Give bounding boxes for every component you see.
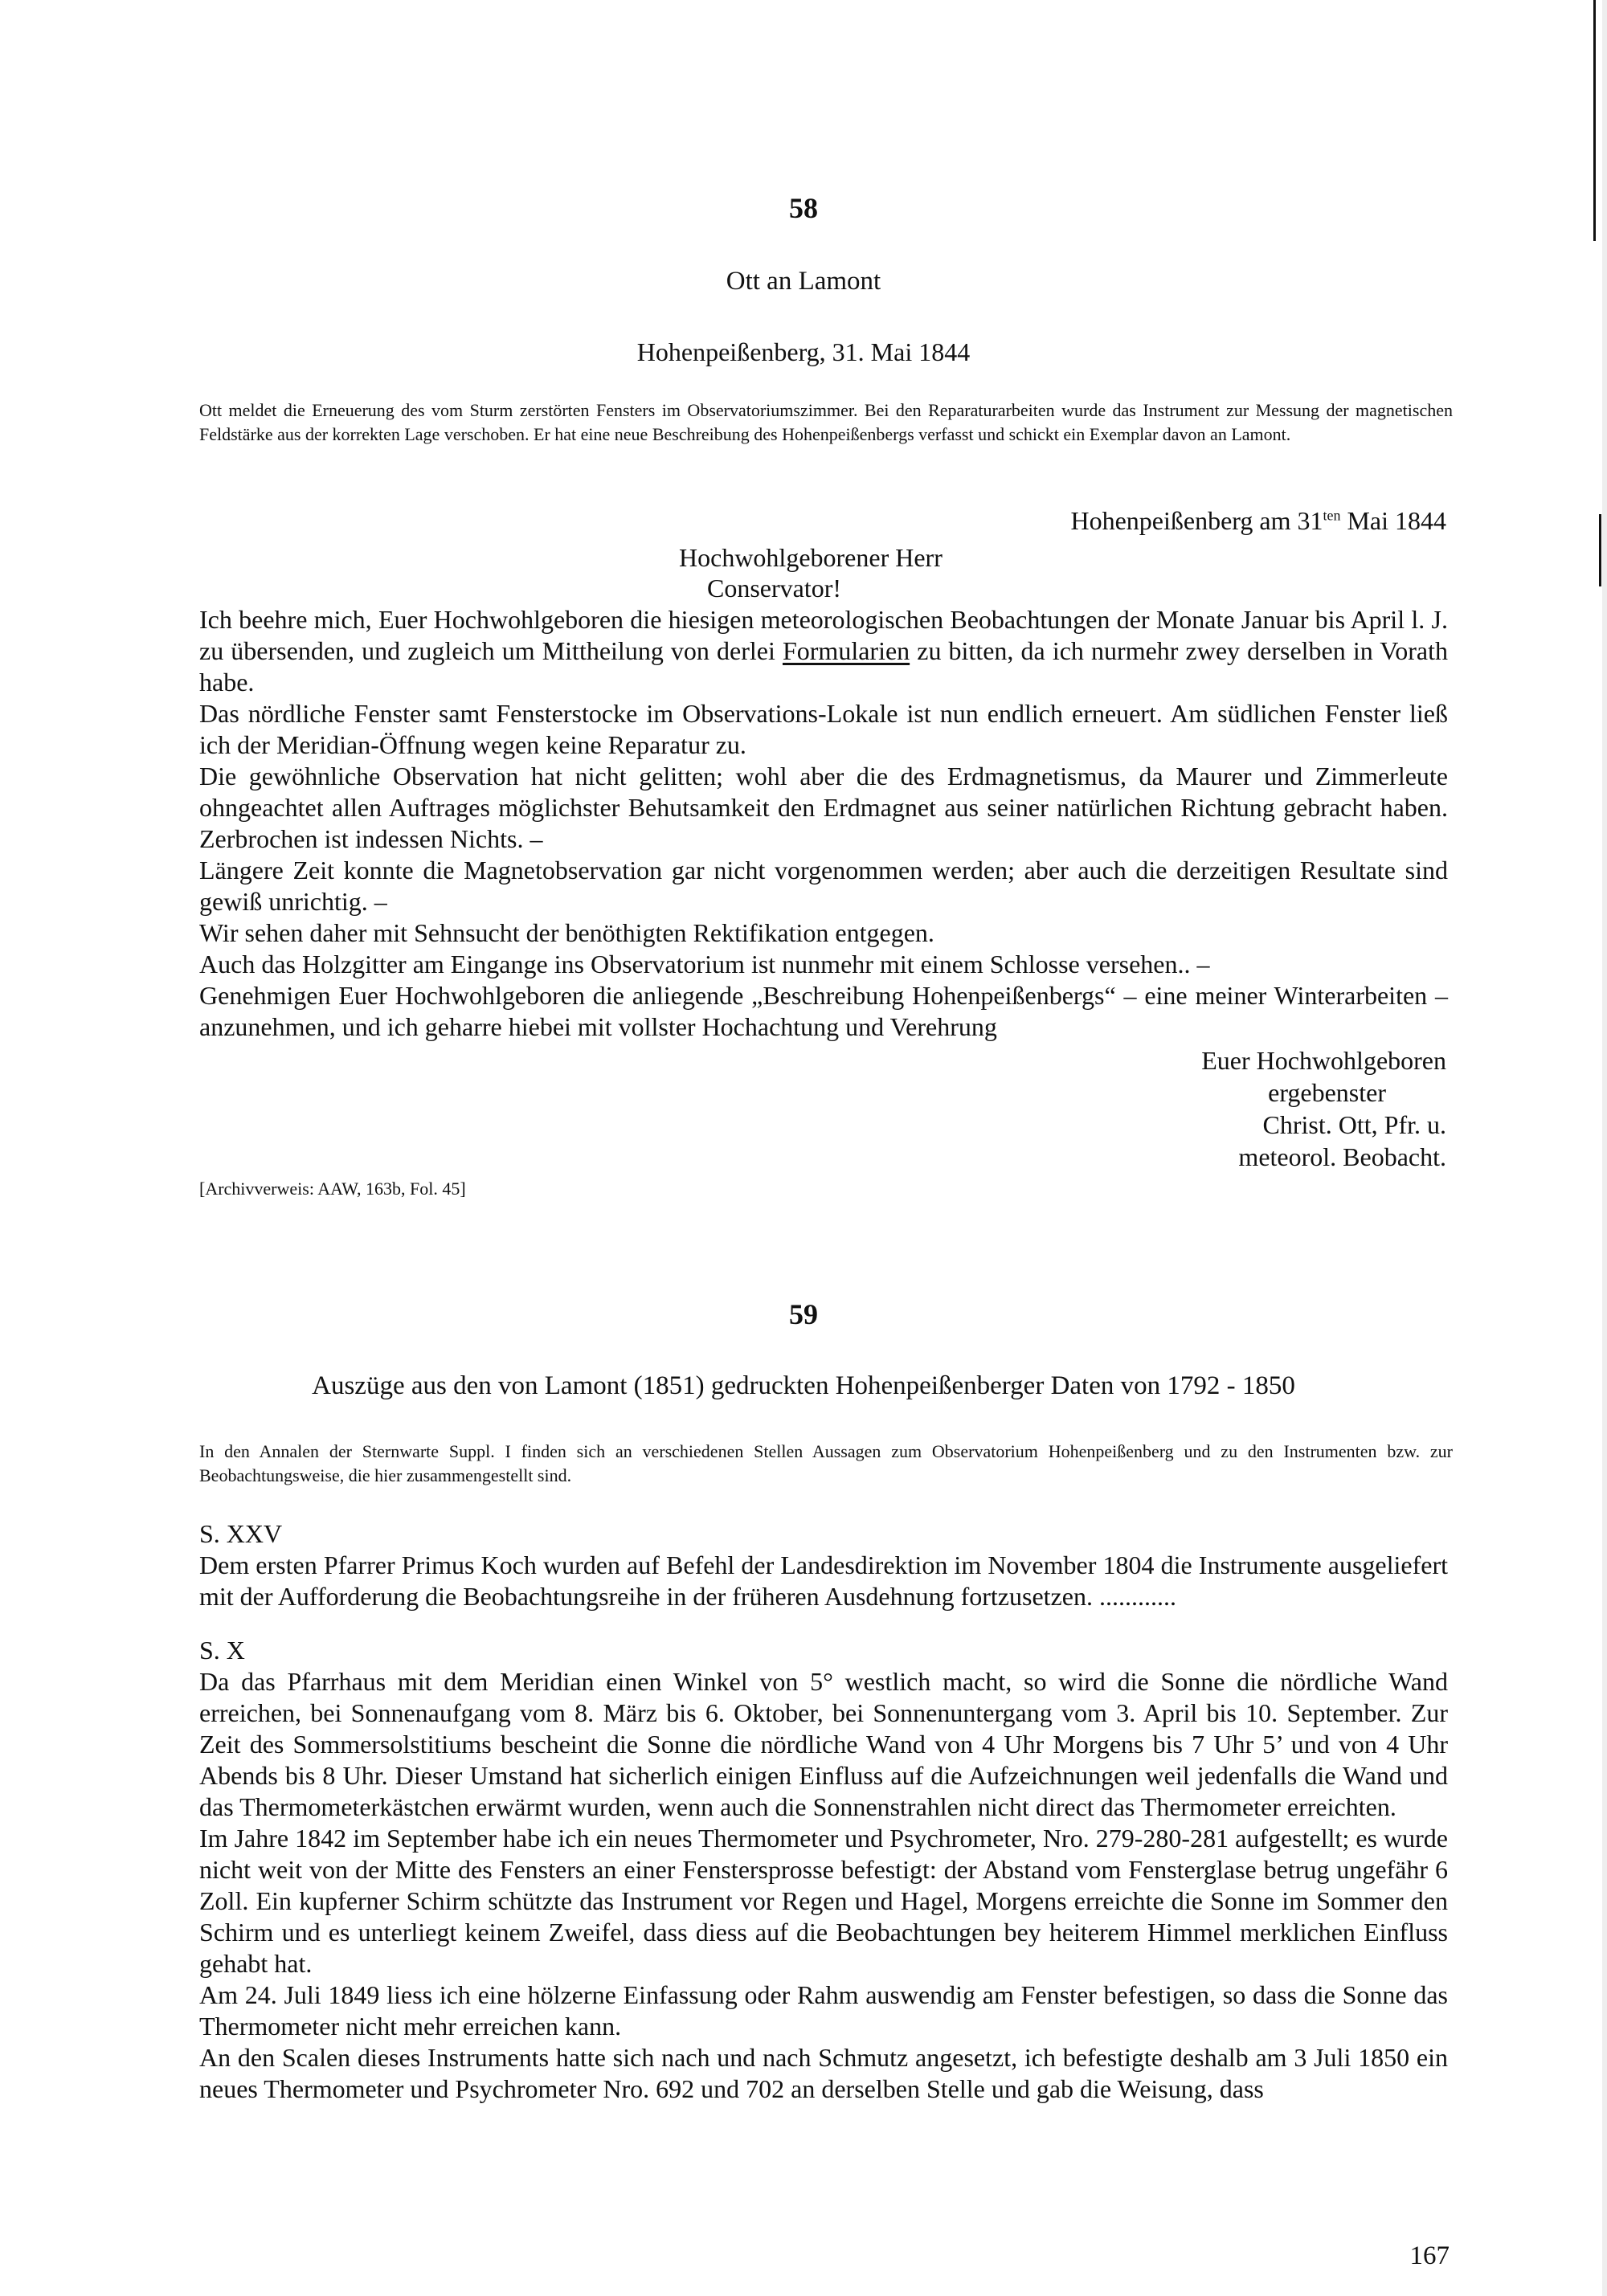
section-heading-s-x: S. X	[199, 1636, 245, 1665]
doc59-number: 59	[789, 1298, 818, 1330]
signature-line: ergebenster	[1268, 1078, 1386, 1107]
doc59-abstract: In den Annalen der Sternwarte Suppl. I finden sich an verschiedenen Stellen Aussagen zum Observatorium Hohenpeißenberg und zu den Instrumenten bzw. zur Beobachtungsweise, die hier zusammengestellt sind.	[199, 1441, 1453, 1485]
letter-date-sup: ten	[1323, 507, 1341, 524]
p1-underlined: Formularien	[782, 636, 910, 665]
doc58-letter-date	[1070, 506, 1446, 536]
doc59-body	[199, 1518, 1448, 2105]
doc58-salutation-1: Hochwohlgeborener Herr	[679, 543, 943, 572]
letter-paragraph: Wir sehen daher mit Sehnsucht der benöthigten Rektifikation entgegen.	[199, 918, 934, 947]
doc58-title: Ott an Lamont	[726, 267, 881, 296]
doc58-abstract: Ott meldet die Erneuerung des vom Sturm zerstörten Fensters im Observatoriumszimmer. Bei den Reparaturarbeiten wurde das Instrument zur Messung der magnetischen Feldstärke aus der korrekten Lage verschoben. Er hat eine neue Beschreibung des Hohenpeißenbergs verfasst und schickt ein Exemplar davon an Lamont.	[199, 400, 1453, 444]
page-number: 167	[1409, 2241, 1450, 2270]
letter-paragraph	[199, 604, 1448, 698]
letter-paragraph: Längere Zeit konnte die Magnetobservation gar nicht vorgenommen werden; aber auch die derzeitigen Resultate sind gewiß unrichtig. –	[199, 856, 1448, 916]
section-paragraph: Dem ersten Pfarrer Primus Koch wurden auf Befehl der Landesdirektion im November 1804 die Instrumente ausgeliefert mit der Aufforderung die Beobachtungsreihe in der früheren Ausdehnung fortzusetzen. ............	[199, 1550, 1448, 1611]
letter-paragraph: Die gewöhnliche Observation hat nicht gelitten; wohl aber die des Erdmagnetismus, da Maurer und Zimmerleute ohngeachtet allen Auftrages möglichster Behutsamkeit den Erdmagnet aus seiner natürlichen Richtung gebracht haben. Zerbrochen ist indessen Nichts. –	[199, 762, 1448, 853]
section-paragraph: Da das Pfarrhaus mit dem Meridian einen Winkel von 5° westlich macht, so wird die Sonne die nördliche Wand erreichen, bei Sonnenaufgang vom 8. März bis 6. Oktober, bei Sonnenuntergang vom 3. April bis 10. September. Zur Zeit des Sommersolstitiums bescheint die Sonne die nördliche Wand von 4 Uhr Morgens bis 7 Uhr 5’ und von 4 Uhr Abends bis 8 Uhr. Dieser Umstand hat sicherlich einigen Einfluss auf die Aufzeichnungen weil jedenfalls die Wand und das Thermometerkästchen erwärmt wurden, wenn auch die Sonnenstrahlen nicht direct das Thermometer erreichten.	[199, 1667, 1448, 1821]
doc58-place-date: Hohenpeißenberg, 31. Mai 1844	[636, 337, 971, 366]
doc58-salutation-2: Conservator!	[707, 574, 842, 603]
letter-paragraph: Das nördliche Fenster samt Fensterstocke im Observations-Lokale ist nun endlich erneuert. Am südlichen Fenster ließ ich der Meridian-Öffnung wegen keine Reparatur zu.	[199, 699, 1448, 759]
letter-date-suffix: Mai 1844	[1340, 506, 1446, 535]
doc58-signature	[1125, 1044, 1446, 1173]
section-paragraph: An den Scalen dieses Instruments hatte sich nach und nach Schmutz angesetzt, ich befestigte deshalb am 3 Juli 1850 ein neues Thermometer und Psychrometer Nro. 692 und 702 an derselben Stelle und gab die Weisung, dass	[199, 2043, 1448, 2103]
signature-line: Euer Hochwohlgeboren	[1201, 1046, 1446, 1075]
doc59-title: Auszüge aus den von Lamont (1851) gedruckten Hohenpeißenberger Daten von 1792 - 1850	[312, 1371, 1295, 1400]
signature-line: meteorol. Beobacht.	[1238, 1142, 1446, 1171]
p1-before: Ich beehre mich, Euer Hochwohlgeboren die hiesigen meteorologischen Beobachtungen der Monate Januar bis April l. J. zu übersenden, und zugleich um Mittheilung von derlei	[199, 605, 1448, 665]
letter-paragraph: Genehmigen Euer Hochwohlgeboren die anliegende „Beschreibung Hohenpeißenbergs“ – eine meiner Winterarbeiten – anzunehmen, und ich geharre hiebei mit vollster Hochachtung und Verehrung	[199, 981, 1448, 1041]
section-paragraph: Am 24. Juli 1849 liess ich eine hölzerne Einfassung oder Rahm auswendig am Fenster befestigen, so dass die Sonne das Thermometer nicht mehr erreichen kann.	[199, 1980, 1448, 2041]
section-paragraph: Im Jahre 1842 im September habe ich ein neues Thermometer und Psychrometer, Nro. 279-280-281 aufgestellt; es wurde nicht weit von der Mitte des Fensters an einer Fenstersprosse befestigt: der Abstand vom Fensterglase betrug ungefähr 6 Zoll. Ein kupferner Schirm schützte das Instrument vor Regen und Hagel, Morgens erreichte die Sonne im Sommer den Schirm und es unterliegt keinem Zweifel, dass diess auf die Beobachtungen bey heiterem Himmel merklichen Einfluss gehabt hat.	[199, 1824, 1448, 1978]
letter-paragraph: Auch das Holzgitter am Eingange ins Observatorium ist nunmehr mit einem Schlosse versehen.. –	[199, 950, 1210, 978]
doc58-number: 58	[789, 192, 818, 224]
doc58-letter-body	[199, 604, 1448, 1043]
section-heading-s-xxv: S. XXV	[199, 1519, 283, 1548]
scan-line-mid	[1599, 514, 1601, 586]
letter-date-prefix: Hohenpeißenberg am 31	[1070, 506, 1323, 535]
p1-after: zu bitten, da ich nurmehr zwey derselben in Vorath habe.	[199, 636, 1449, 697]
signature-line: Christ. Ott, Pfr. u.	[1262, 1110, 1446, 1139]
doc58-archive-reference: [Archivverweis: AAW, 163b, Fol. 45]	[199, 1179, 466, 1199]
